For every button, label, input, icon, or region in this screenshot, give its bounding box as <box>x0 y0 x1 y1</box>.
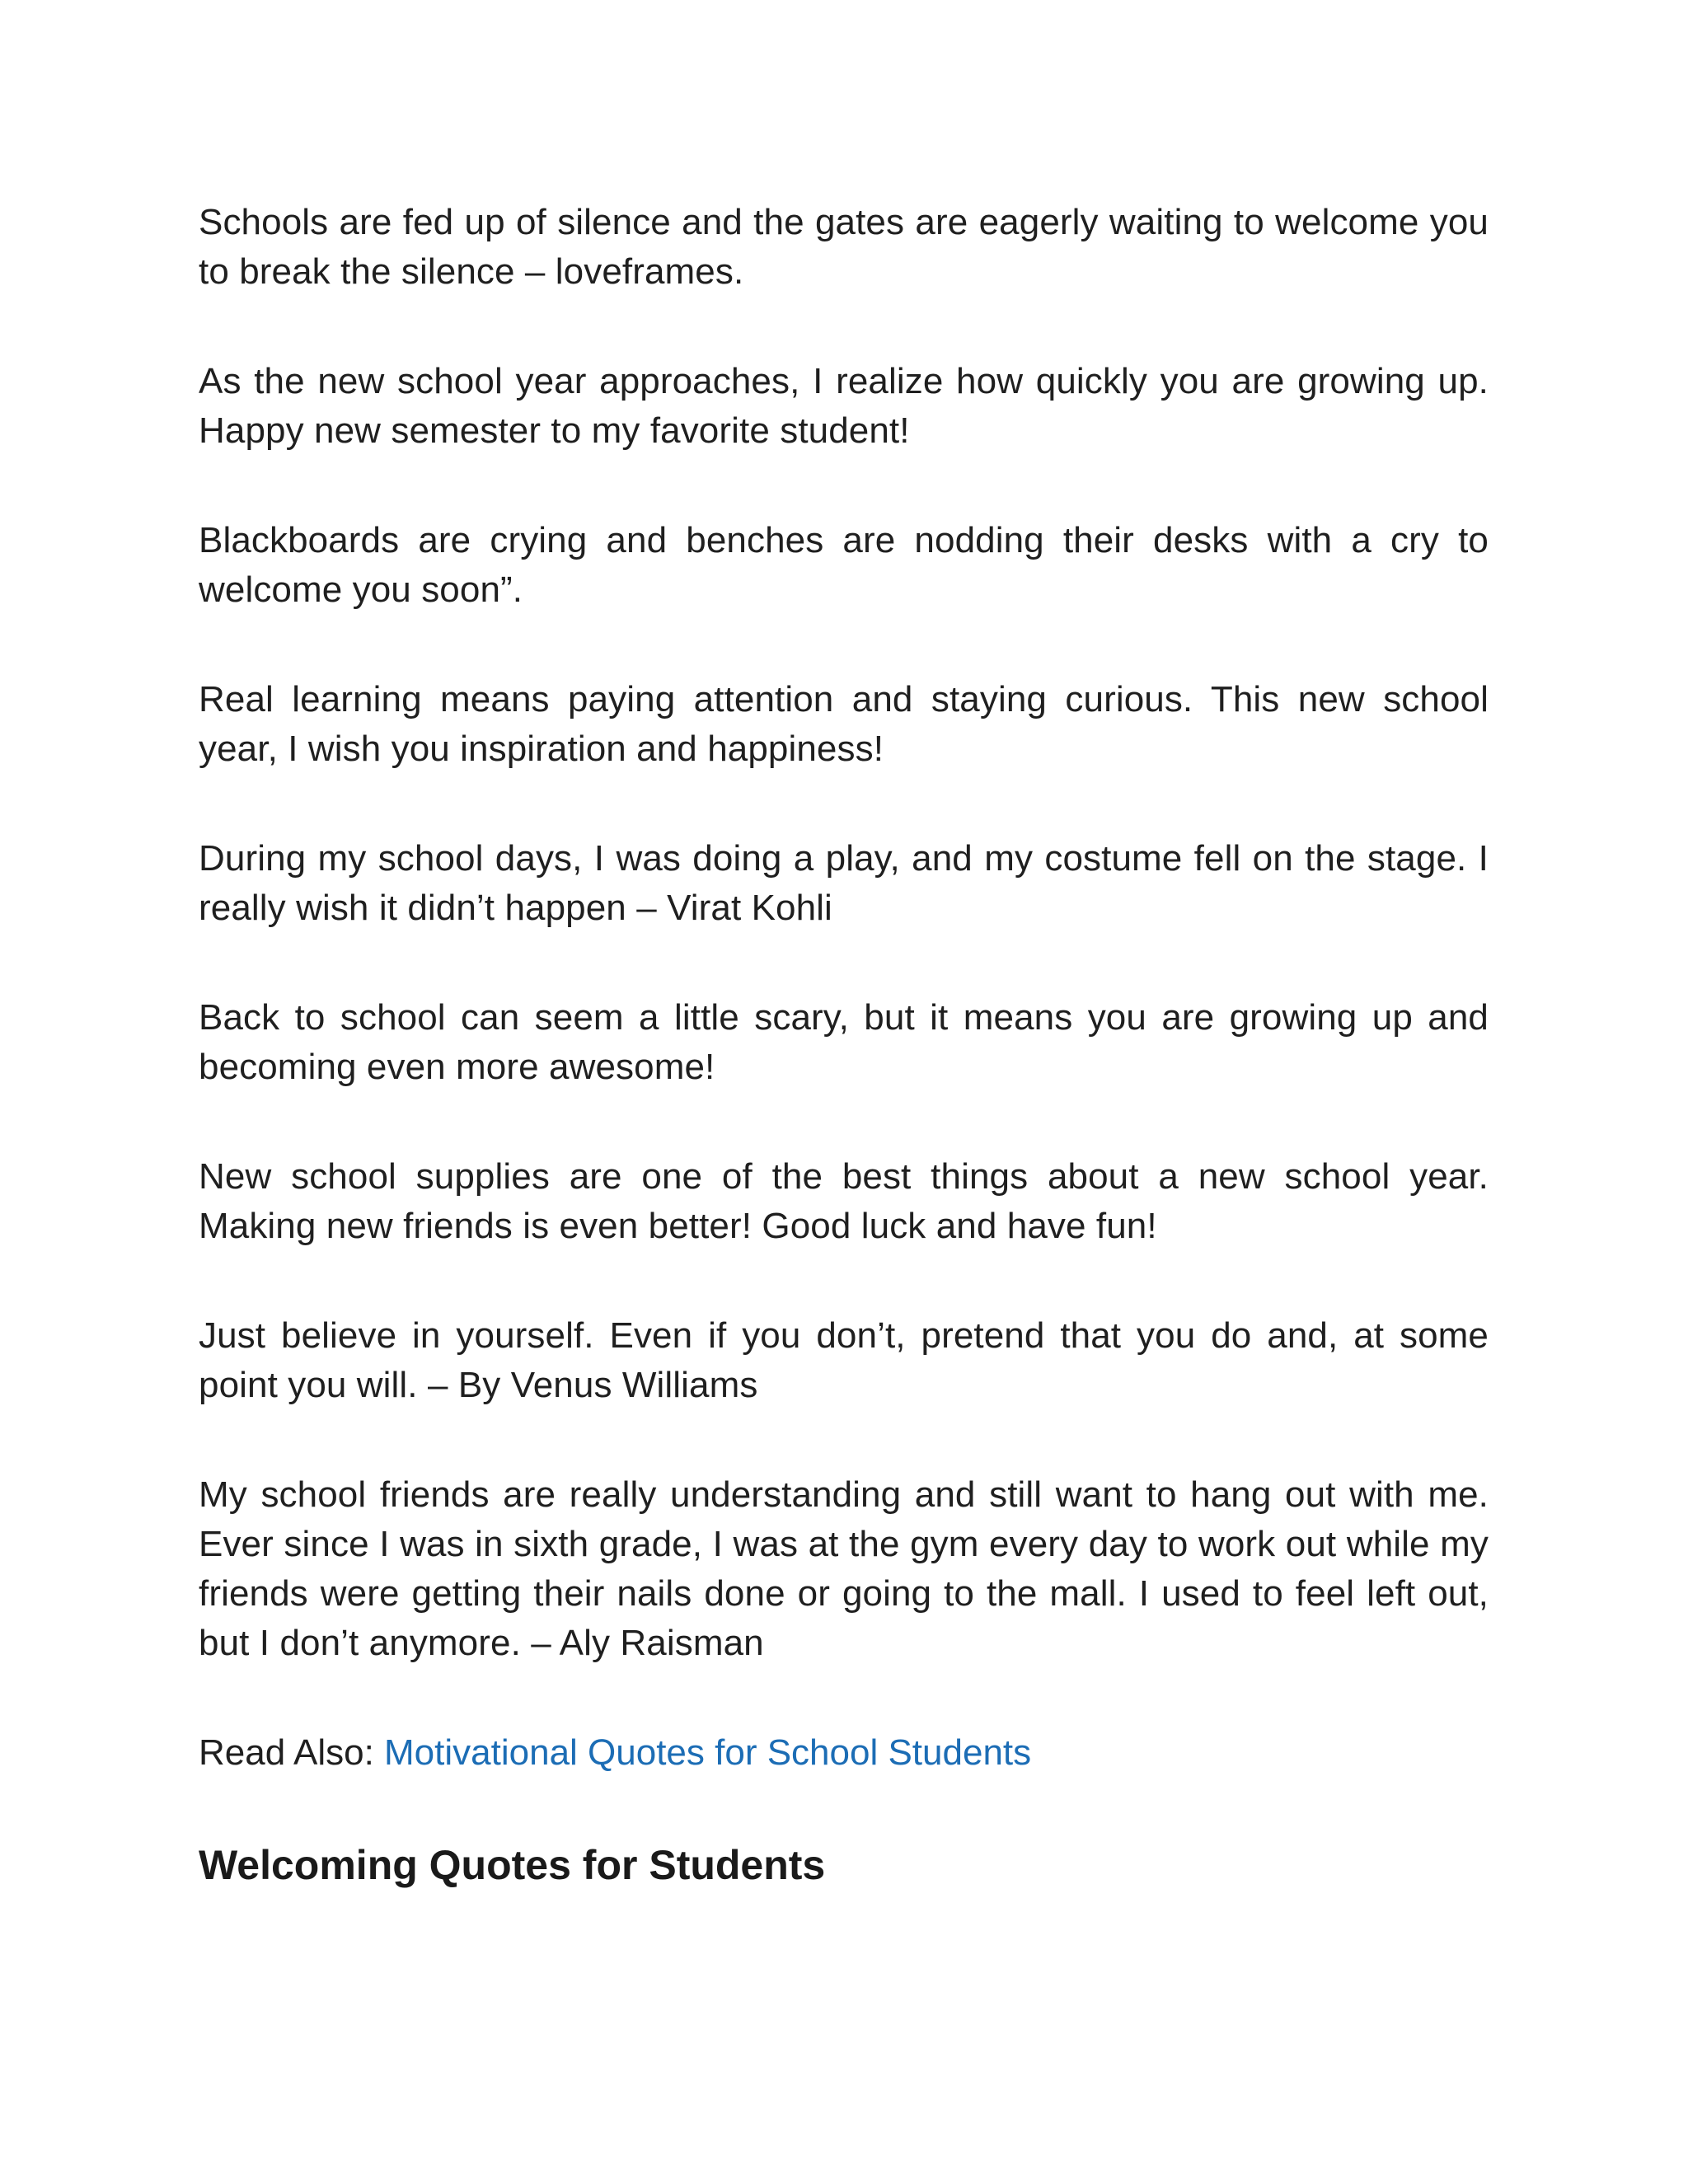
quote-paragraph-3: Blackboards are crying and benches are nodding their desks with a cry to welcome you soon”. <box>199 520 1489 610</box>
read-also-line <box>199 1728 1489 1778</box>
quote-paragraph-1: Schools are fed up of silence and the gates are eagerly waiting to welcome you to break the silence – loveframes. <box>199 202 1489 292</box>
quote-paragraph-9: My school friends are really understanding and still want to hang out with me. Ever since I was in sixth grade, I was at the gym every day to work out while my friends were getting their nails done or going to the mall. I used to feel left out, but I don’t anymore. – Aly Raisman <box>199 1474 1489 1663</box>
quote-paragraph-4: Real learning means paying attention and staying curious. This new school year, I wish you inspiration and happiness! <box>199 679 1489 769</box>
read-also-prefix: Read Also: <box>199 1732 385 1773</box>
section-heading: Welcoming Quotes for Students <box>199 1842 826 1888</box>
quote-paragraph-8: Just believe in yourself. Even if you don’t, pretend that you do and, at some point you will. – By Venus Williams <box>199 1315 1489 1405</box>
quote-paragraph-5: During my school days, I was doing a play, and my costume fell on the stage. I really wish it didn’t happen – Virat Kohli <box>199 838 1489 928</box>
quote-paragraph-2: As the new school year approaches, I realize how quickly you are growing up. Happy new semester to my favorite student! <box>199 361 1489 451</box>
quote-paragraph-6: Back to school can seem a little scary, but it means you are growing up and becoming even more awesome! <box>199 997 1489 1087</box>
quote-paragraph-7: New school supplies are one of the best things about a new school year. Making new friends is even better! Good luck and have fun! <box>199 1156 1489 1246</box>
document-page <box>199 198 1489 1892</box>
read-also-link[interactable]: Motivational Quotes for School Students <box>384 1732 1032 1773</box>
